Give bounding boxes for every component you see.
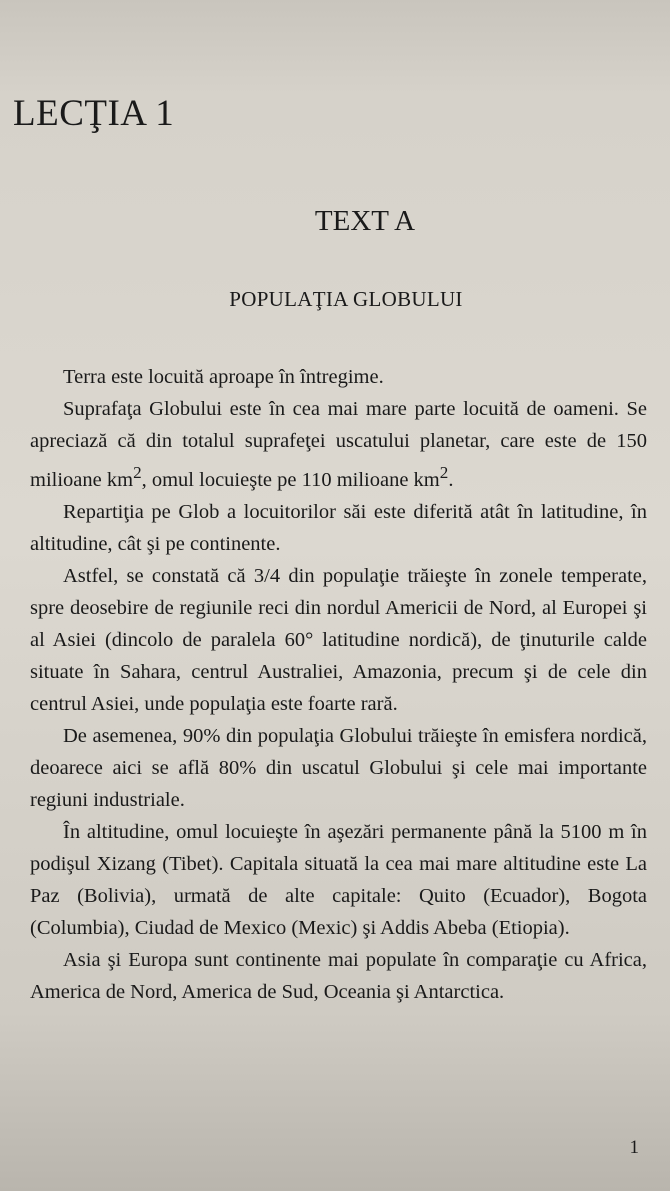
lesson-title: LECŢIA 1	[13, 93, 175, 134]
text-heading: TEXT A	[314, 205, 416, 237]
superscript-2: 2	[439, 463, 449, 482]
section-title: POPULAŢIA GLOBULUI	[229, 287, 463, 311]
body-text	[30, 361, 647, 1008]
paragraph-2-part-c: .	[448, 468, 454, 491]
paragraph-2	[30, 393, 647, 496]
paragraph-2-part-b: , omul locuieşte pe 110 milioane km	[141, 468, 440, 491]
paragraph-1: Terra este locuită aproape în întregime.	[63, 366, 384, 388]
paragraph-6: În altitudine, omul locuieşte în aşezări permanente până la 5100 m în podişul Xizang (Tibet). Capitala situată la cea mai mare altitudine este La Paz (Bolivia), urmată de alte capitale: Quito (Ecuador), Bogota (Columbia), Ciudad de Mexico (Mexic) şi Addis Abeba (Etiopia).	[30, 820, 647, 939]
paragraph-2-part-a: Suprafaţa Globului este în cea mai mare parte locuită de oameni. Se apreciază că din totalul suprafeţei uscatului planetar, care este de 150 milioane km	[30, 398, 647, 491]
paragraph-7: Asia şi Europa sunt continente mai populate în comparaţie cu Africa, America de Nord, America de Sud, Oceania şi Antarctica.	[30, 948, 647, 1003]
paragraph-3: Repartiţia pe Glob a locuitorilor săi este diferită atât în latitudine, în altitudine, cât şi pe continente.	[30, 500, 647, 555]
superscript-2: 2	[133, 463, 142, 482]
paragraph-4: Astfel, se constată că 3/4 din populaţie trăieşte în zonele temperate, spre deosebire de regiunile reci din nordul Americii de Nord, al Europei şi al Asiei (dincolo de paralela 60° latitudine nordică), de ţinuturile calde situate în Sahara, centrul Australiei, Amazonia, precum şi de cele din centrul Asiei, unde populaţia este foarte rară.	[30, 564, 647, 715]
page-number: 1	[629, 1137, 639, 1158]
paragraph-5: De asemenea, 90% din populaţia Globului trăieşte în emisfera nordică, deoarece aici se află 80% din uscatul Globului şi cele mai importante regiuni industriale.	[30, 724, 647, 811]
